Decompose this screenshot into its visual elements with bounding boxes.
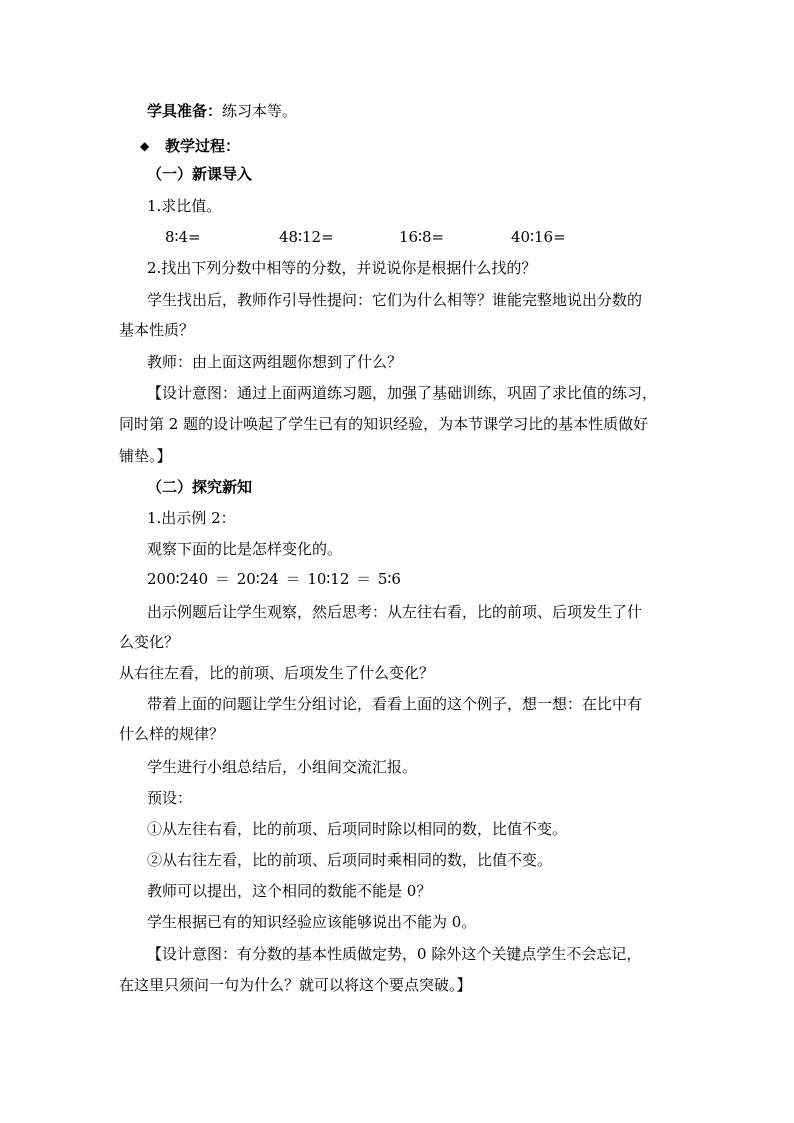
think-line2: 么变化？ (119, 633, 180, 651)
materials-text: 练习本等。 (222, 102, 298, 120)
calc-item: 48∶12= (279, 228, 334, 246)
example-label: 1.出示例 2： (147, 509, 236, 527)
design-intent2-line1: 【设计意图：有分数的基本性质做定势，0 除外这个关键点学生不会忘记， (147, 945, 642, 963)
teacher-zero-question: 教师可以提出，这个相同的数能不能是 0？ (147, 882, 432, 900)
design-intent1-line3: 铺垫。】 (119, 447, 172, 465)
report-line: 学生进行小组总结后，小组间交流汇报。 (147, 758, 418, 776)
process-heading: 教学过程： (165, 137, 241, 155)
ratio-chain: 200∶240 ＝ 20∶24 ＝ 10∶12 ＝ 5∶6 (147, 570, 401, 588)
discuss-line1: 带着上面的问题让学生分组讨论，看看上面的这个例子，想一想：在比中有 (147, 695, 643, 713)
section1-title: （一）新课导入 (147, 165, 253, 183)
think-line3: 从右往左看，比的前项、后项发生了什么变化？ (119, 664, 435, 682)
preset-item-2: ②从右往左看，比的前项、后项同时乘相同的数，比值不变。 (147, 851, 553, 869)
preset-item-1: ①从左往右看，比的前项、后项同时除以相同的数，比值不变。 (147, 820, 568, 838)
student-zero-answer: 学生根据已有的知识经验应该能够说出不能为 0。 (147, 913, 477, 931)
design-intent1-line1: 【设计意图：通过上面两道练习题，加强了基础训练，巩固了求比值的练习， (147, 384, 658, 402)
teacher-prompt-line2: 基本性质？ (119, 321, 195, 339)
teacher-question: 教师：由上面这两组题你想到了什么？ (147, 353, 403, 371)
calc-item: 16∶8= (399, 228, 445, 246)
teacher-prompt-line1: 学生找出后，教师作引导性提问：它们为什么相等？谁能完整地说出分数的 (147, 291, 643, 309)
design-intent1-line2: 同时第 2 题的设计唤起了学生已有的知识经验，为本节课学习比的基本性质做好 (119, 415, 649, 433)
diamond-bullet-icon: ◆ (140, 139, 150, 153)
design-intent2-line2: 在这里只须问一句为什么？就可以将这个要点突破。】 (119, 976, 472, 994)
section2-title: （二）探究新知 (147, 478, 253, 496)
discuss-line2: 什么样的规律？ (119, 725, 225, 743)
section1-q1: 1.求比值。 (147, 197, 222, 215)
section1-q2: 2.找出下列分数中相等的分数，并说说你是根据什么找的？ (147, 259, 537, 277)
think-line1: 出示例题后让学生观察，然后思考：从左往右看，比的前项、后项发生了什 (147, 603, 643, 621)
preset-label: 预设： (147, 789, 193, 807)
materials-line (147, 101, 297, 121)
calc-item: 40∶16= (511, 228, 566, 246)
observe-line: 观察下面的比是怎样变化的。 (147, 540, 343, 558)
materials-label: 学具准备： (147, 102, 223, 120)
calc-item: 8∶4= (165, 228, 201, 246)
